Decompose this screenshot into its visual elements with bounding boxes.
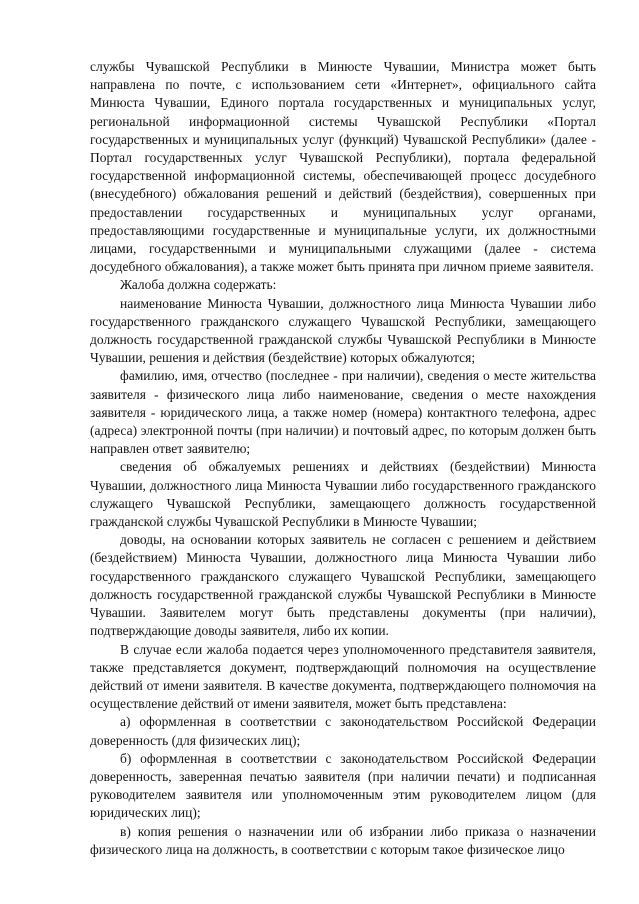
list-item-a: а) оформленная в соответствии с законодательством Российской Федерации доверенность (для физических лиц); (90, 714, 596, 748)
document-body (90, 58, 596, 859)
paragraph-applicant-details: фамилию, имя, отчество (последнее - при наличии), сведения о месте жительства заявителя - физического лица либо наименование, сведения о месте нахождения заявителя - юридического лица, а также номер (номера) контактного телефона, адрес (адреса) электронной почты (при наличии) и почтовый адрес, по которым должен быть направлен ответ заявителю; (90, 368, 596, 457)
list-item-b: б) оформленная в соответствии с законодательством Российской Федерации доверенность, заверенная печатью заявителя (при наличии печати) и подписанная руководителем заявителя или уполномоченным этим руководителем лицом (для юридических лиц); (90, 750, 596, 821)
paragraph-appealed-decisions: сведения об обжалуемых решениях и действиях (бездействии) Минюста Чувашии, должностного лица Минюста Чувашии либо государственного гражданского служащего Чувашской Республики, замещающего должность государственной гражданской службы Чувашской Республики в Минюсте Чувашии; (90, 459, 596, 530)
paragraph-authority-name: наименование Минюста Чувашии, должностного лица Минюста Чувашии либо государственного гражданского служащего Чувашской Республики, замещающего должность государственной гражданской службы Чувашской Республики в Минюсте Чувашии, решения и действия (бездействие) которых обжалуются; (90, 295, 596, 366)
list-item-c: в) копия решения о назначении или об избрании либо приказа о назначении физического лица на должность, в соответствии с которым такое физическое лицо (90, 823, 596, 857)
paragraph-arguments: доводы, на основании которых заявитель не согласен с решением и действием (бездействием) Минюста Чувашии, должностного лица Минюста Чувашии либо государственного гражданского служащего Чувашской Республики, замещающего должность государственной гражданской службы Чувашской Республики в Минюсте Чувашии. Заявителем могут быть представлены документы (при наличии), подтверждающие доводы заявителя, либо их копии. (90, 532, 596, 639)
paragraph-representative: В случае если жалоба подается через уполномоченного представителя заявителя, также представляется документ, подтверждающий полномочия на осуществление действий от имени заявителя. В качестве документа, подтверждающего полномочия на осуществление действий от имени заявителя, может быть представлена: (90, 641, 596, 712)
paragraph-complaint-channels: службы Чувашской Республики в Минюсте Чувашии, Министра может быть направлена по почте, с использованием сети «Интернет», официального сайта Минюста Чувашии, Единого портала государственных и муниципальных услуг, региональной информационной системы Чувашской Республики «Портал государственных и муниципальных услуг (функций) Чувашской Республики» (далее - Портал государственных услуг Чувашской Республики), портала федеральной государственной информационной системы, обеспечивающей процесс досудебного (внесудебного) обжалования решений и действий (бездействия), совершенных при предоставлении государственных и муниципальных услуг органами, предоставляющими государственные и муниципальные услуги, их должностными лицами, государственными и муниципальными служащими (далее - система досудебного обжалования), а также может быть принята при личном приеме заявителя. (90, 59, 596, 275)
paragraph-complaint-contents-intro: Жалоба должна содержать: (120, 277, 277, 293)
